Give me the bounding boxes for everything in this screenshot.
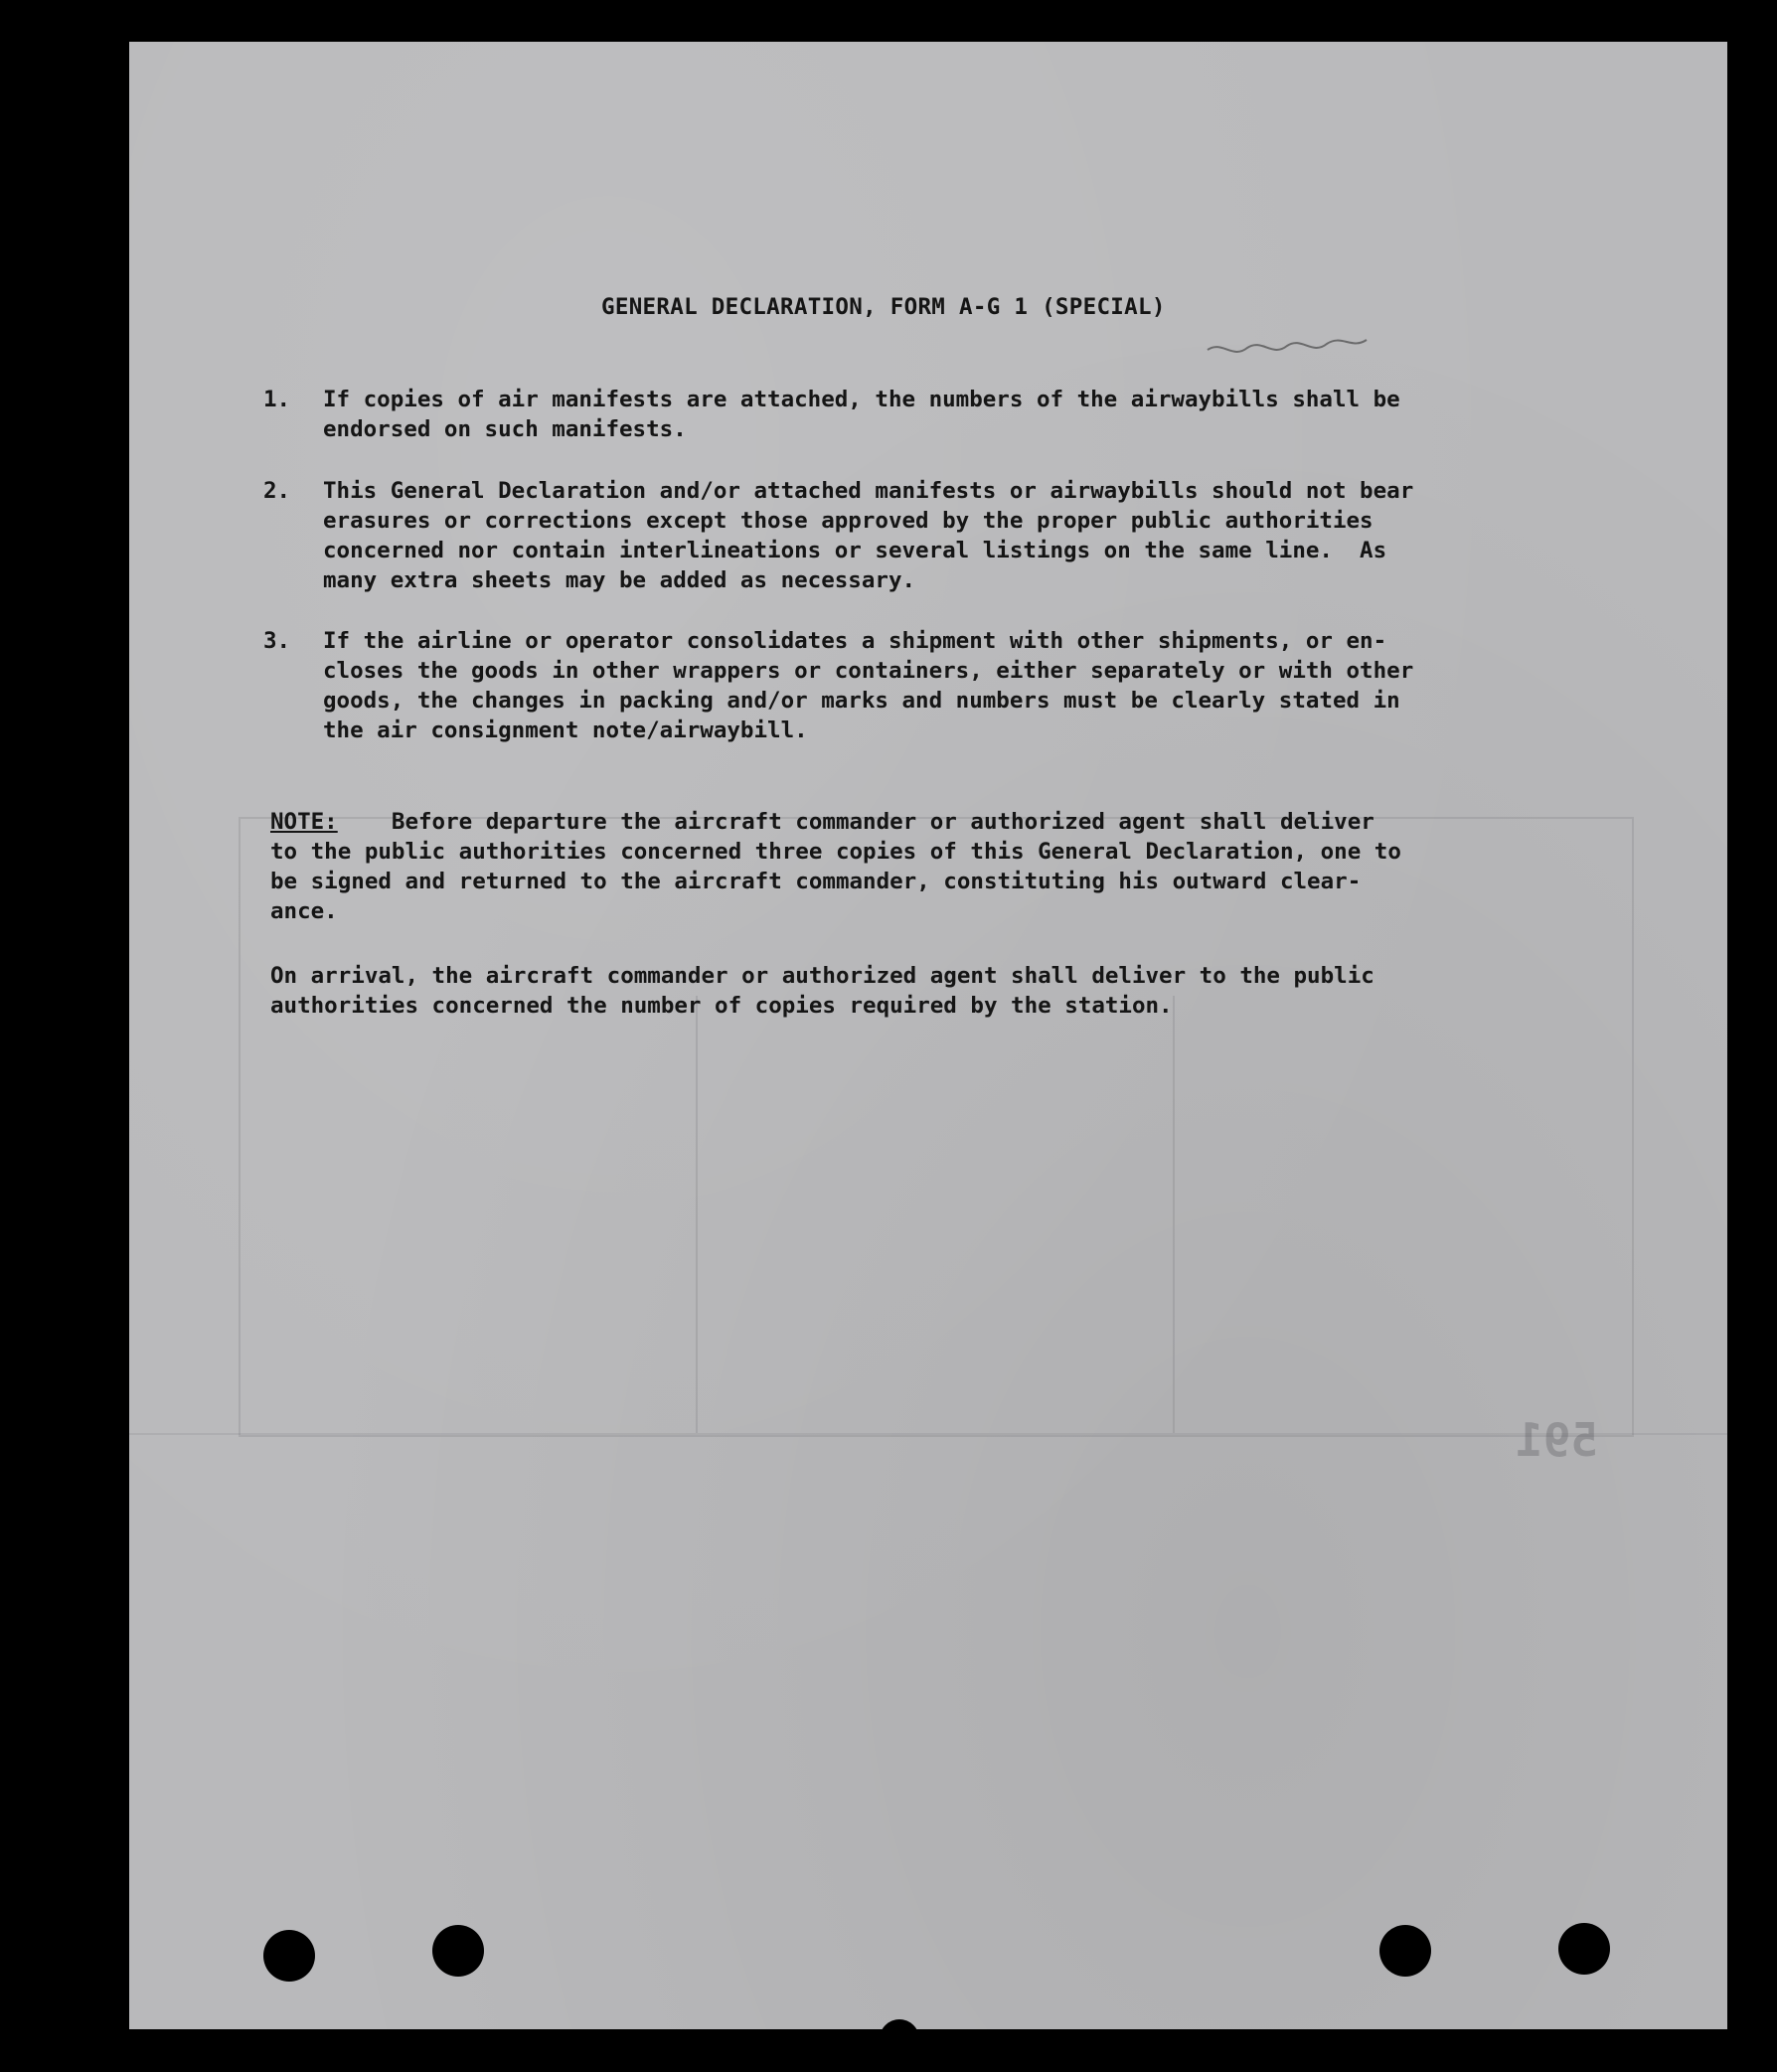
document-page [129,42,1727,2029]
note-line: Before departure the aircraft commander or authorized agent shall deliver [337,809,1374,835]
bleed-through-line [696,996,698,1433]
punch-hole [432,1925,484,1977]
instruction-item-1 [263,385,1400,444]
item-line: concerned nor contain interlineations or several listings on the same line. As [323,538,1387,563]
note-label: NOTE: [270,809,338,835]
bleed-through-line [1173,996,1175,1433]
item-line: the air consignment note/airwaybill. [323,717,808,743]
item-line: goods, the changes in packing and/or marks and numbers must be clearly stated in [323,688,1400,714]
instruction-item-2 [263,476,1413,595]
item-line: closes the goods in other wrappers or containers, either separately or with other [323,658,1414,684]
item-line: If the airline or operator consolidates a shipment with other shipments, or en- [323,628,1387,654]
item-line: many extra sheets may be added as necessary. [323,567,916,593]
form-title: GENERAL DECLARATION, FORM A-G 1 (SPECIAL) [601,294,1166,320]
instruction-item-3 [263,626,1413,745]
item-line: This General Declaration and/or attached manifests or airwaybills should not bear [323,478,1414,504]
punch-hole [1379,1925,1431,1977]
note-line: ance. [270,898,338,924]
item-number: 2. [263,478,291,504]
item-line: erasures or corrections except those approved by the proper public authorities [323,508,1373,534]
arrival-paragraph [270,961,1374,1021]
note-line: to the public authorities concerned three copies of this General Declaration, one to [270,839,1401,865]
pen-mark [1203,320,1381,390]
bleed-through-line [129,1433,1727,1435]
punch-hole [1558,1923,1610,1975]
page-notch [880,2019,919,2029]
arrival-line: On arrival, the aircraft commander or authorized agent shall deliver to the public [270,963,1374,989]
note-line: be signed and returned to the aircraft commander, constituting his outward clear- [270,869,1362,894]
item-number: 3. [263,628,291,654]
item-line: If copies of air manifests are attached, the numbers of the airwaybills shall be [323,387,1400,412]
punch-hole [263,1930,315,1982]
bleed-through-number: 591 [1516,1413,1599,1467]
note-paragraph [270,807,1401,926]
item-number: 1. [263,387,291,412]
arrival-line: authorities concerned the number of copies required by the station. [270,993,1173,1019]
item-line: endorsed on such manifests. [323,416,687,442]
